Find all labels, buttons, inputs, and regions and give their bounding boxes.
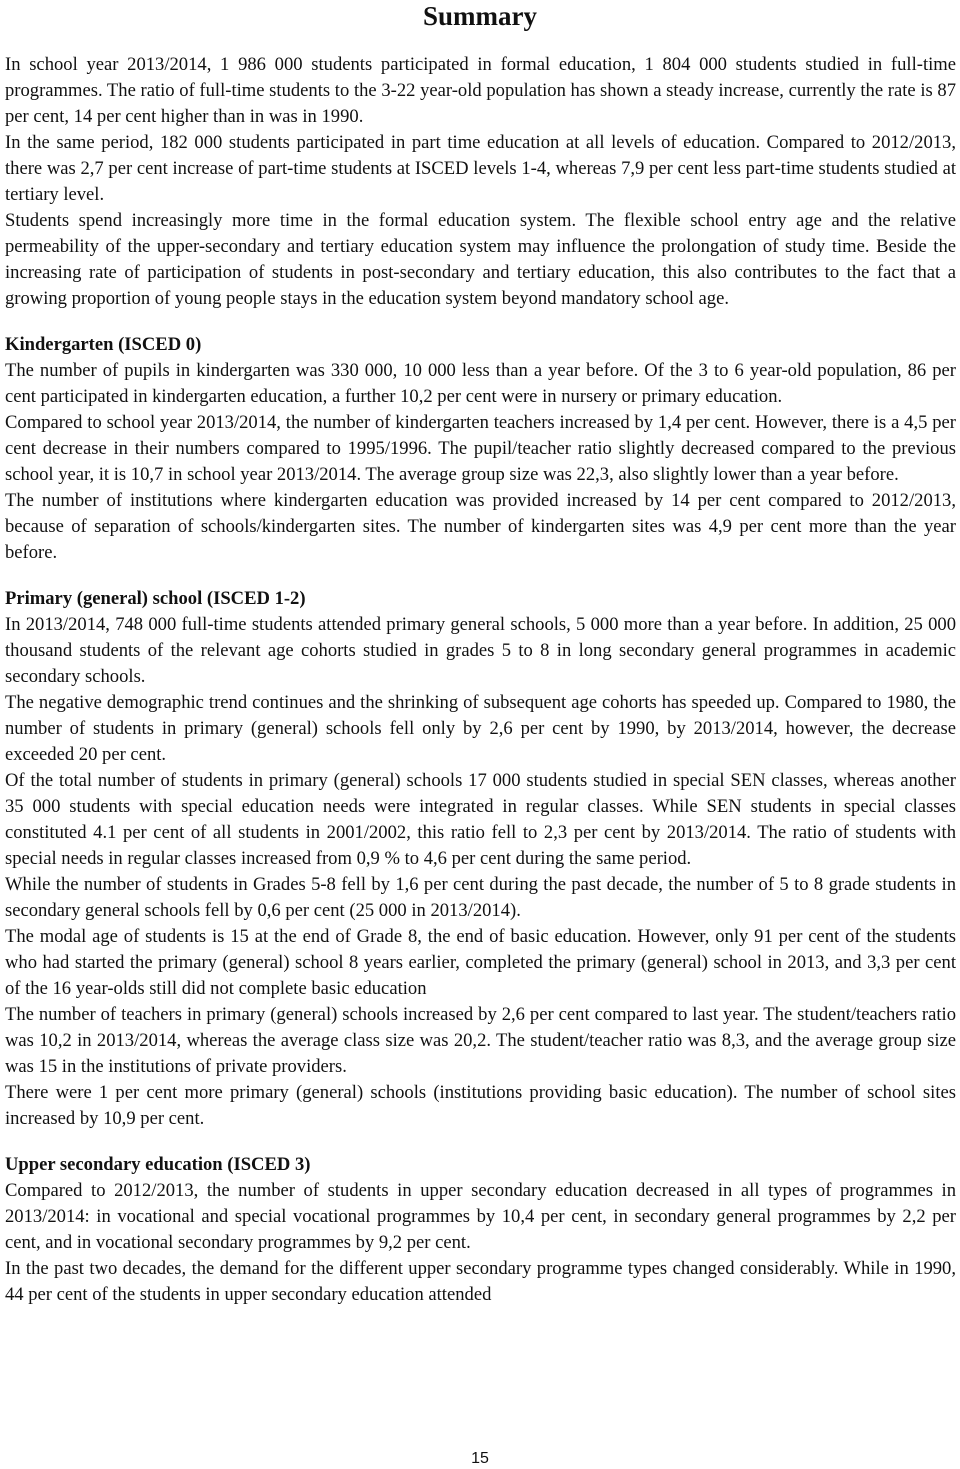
intro-paragraph-2: In the same period, 182 000 students participated in part time education at all levels of education. Compared to 2012/2013, there was 2,7 per cent increase of part-time students at ISCED levels 1-4, whereas 7,9 per cent less part-time students studied at tertiary level. [5,132,956,205]
primary-paragraph-4: While the number of students in Grades 5-8 fell by 1,6 per cent during the past decade, the number of 5 to 8 grade students in secondary general schools fell by 0,6 per cent (25 000 in 2013/2014). [5,874,956,921]
primary-paragraph-2: The negative demographic trend continues and the shrinking of subsequent age cohorts has speeded up. Compared to 1980, the number of students in primary (general) schools fell only by 2,6 per cent by 1990, by 2013/2014, however, the decrease exceeded 20 per cent. [5,692,956,765]
upper-secondary-paragraph-1: Compared to 2012/2013, the number of students in upper secondary education decreased in all types of programmes in 2013/2014: in vocational and special vocational programmes by 10,4 per cent, in secondary general programmes by 2,2 per cent, and in vocational secondary programmes by 9,2 per cent. [5,1180,956,1253]
section-spacer [5,566,956,586]
page-title: Summary [423,1,537,31]
primary-paragraph-5: The modal age of students is 15 at the end of Grade 8, the end of basic education. However, only 91 per cent of the students who had started the primary (general) school 8 years earlier, completed the primary (general) school in 2013, and 3,3 per cent of the 16 year-olds still did not complete basic education [5,926,956,999]
primary-paragraph-6: The number of teachers in primary (general) schools increased by 2,6 per cent compared to last year. The student/teachers ratio was 10,2 in 2013/2014, whereas the average class size was 20,2. The student/teacher ratio was 8,3, and the average group size was 15 in the institutions of private providers. [5,1004,956,1077]
section-spacer [5,1132,956,1152]
kindergarten-paragraph-3: The number of institutions where kindergarten education was provided increased by 14 per cent compared to 2012/2013, because of separation of schools/kindergarten sites. The number of kindergarten sites was 4,9 per cent more than the year before. [5,490,956,563]
primary-paragraph-3: Of the total number of students in primary (general) schools 17 000 students studied in special SEN classes, whereas another 35 000 students with special education needs were integrated in regular classes. While SEN students in special classes constituted 4.1 per cent of all students in 2001/2002, this ratio fell to 2,3 per cent by 2013/2014. The ratio of students with special needs in regular classes increased from 0,9 % to 4,6 per cent during the same period. [5,770,956,869]
primary-school-section [5,586,956,1132]
upper-secondary-paragraph-2: In the past two decades, the demand for the different upper secondary programme types changed considerably. While in 1990, 44 per cent of the students in upper secondary education attended [5,1258,956,1305]
page-content [5,52,956,1308]
upper-secondary-section [5,1152,956,1308]
kindergarten-paragraph-2: Compared to school year 2013/2014, the number of kindergarten teachers increased by 1,4 per cent. However, there is a 4,5 per cent decrease in their numbers compared to 1995/1996. The pupil/teacher ratio slightly decreased compared to the previous school year, it is 10,7 in school year 2013/2014. The average group size was 22,3, also slightly lower than a year before. [5,412,956,485]
section-heading-primary: Primary (general) school (ISCED 1-2) [5,588,306,609]
primary-paragraph-7: There were 1 per cent more primary (general) schools (institutions providing basic education). The number of school sites increased by 10,9 per cent. [5,1082,956,1129]
page-number: 15 [471,1450,489,1467]
kindergarten-section [5,332,956,566]
intro-section [5,52,956,312]
section-heading-kindergarten: Kindergarten (ISCED 0) [5,334,202,355]
primary-paragraph-1: In 2013/2014, 748 000 full-time students attended primary general schools, 5 000 more than a year before. In addition, 25 000 thousand students of the relevant age cohorts studied in grades 5 to 8 in long secondary general programmes in academic secondary schools. [5,614,956,687]
intro-paragraph-1: In school year 2013/2014, 1 986 000 students participated in formal education, 1 804 000 students studied in full-time programmes. The ratio of full-time students to the 3-22 year-old population has shown a steady increase, currently the rate is 87 per cent, 14 per cent higher than in was in 1990. [5,54,956,127]
section-heading-upper-secondary: Upper secondary education (ISCED 3) [5,1154,311,1175]
kindergarten-paragraph-1: The number of pupils in kindergarten was 330 000, 10 000 less than a year before. Of the 3 to 6 year-old population, 86 per cent participated in kindergarten education, a further 10,2 per cent were in nursery or primary education. [5,360,956,407]
intro-paragraph-3: Students spend increasingly more time in the formal education system. The flexible school entry age and the relative permeability of the upper-secondary and tertiary education system may influence the prolongation of study time. Beside the increasing rate of participation of students in post-secondary and tertiary education, this also contributes to the fact that a growing proportion of young people stays in the education system beyond mandatory school age. [5,210,956,309]
section-spacer [5,312,956,332]
